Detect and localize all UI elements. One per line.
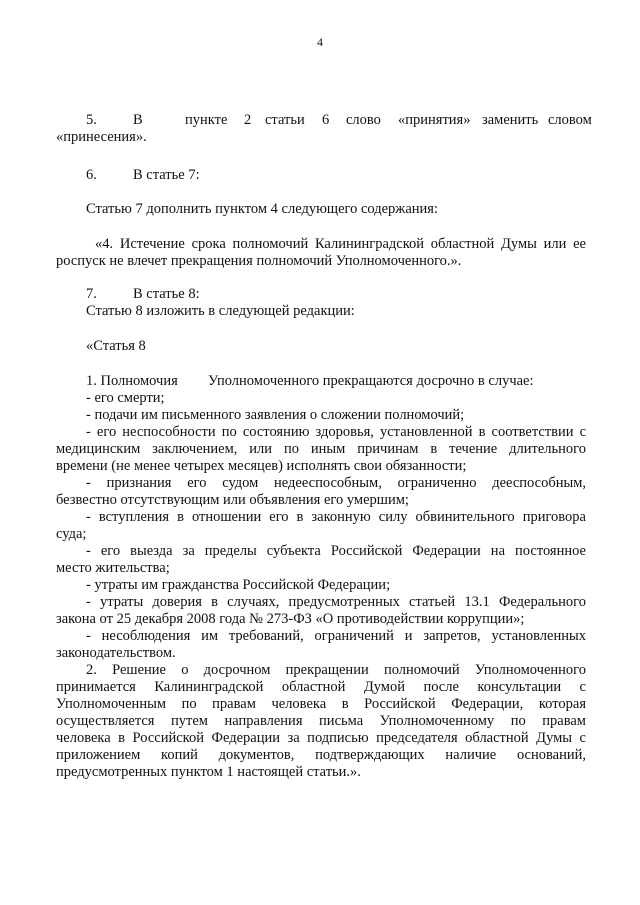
item5-line2: «принесения». bbox=[56, 129, 147, 145]
p1-line-13: - утраты доверия в случаях, предусмотренных статьей 13.1 Федерального bbox=[86, 594, 586, 610]
p2-line-4: осуществляется путем направления письма Уполномоченному по правам bbox=[56, 713, 586, 729]
p2-line-5: человека в Российской Федерации за подписью председателя областной Думы с bbox=[56, 730, 586, 746]
p1-line-8: - вступления в отношении его в законную силу обвинительного приговора bbox=[86, 509, 586, 525]
p2-line-3: Уполномоченным по правам человека в Российской Федерации, которая bbox=[56, 696, 586, 712]
p2-line-1: 2. Решение о досрочном прекращении полномочий Уполномоченного bbox=[86, 662, 586, 678]
p1-line-9: суда; bbox=[56, 526, 87, 542]
p1-line-12: - утраты им гражданства Российской Федерации; bbox=[86, 577, 391, 593]
p2-line-7: предусмотренных пунктом 1 настоящей статьи.». bbox=[56, 764, 361, 780]
item5-word-1: В bbox=[133, 112, 143, 128]
item5-word-4: статьи bbox=[265, 112, 305, 128]
item5-word-9: словом bbox=[548, 112, 592, 128]
p1-line-15: - несоблюдения им требований, ограничений и запретов, установленных bbox=[86, 628, 586, 644]
article7-quote-line2: роспуск не влечет прекращения полномочий Уполномоченного.». bbox=[56, 253, 462, 269]
item6-text: В статье 7: bbox=[133, 167, 200, 183]
p1-line-11: место жительства; bbox=[56, 560, 170, 576]
p1-line-2: - подачи им письменного заявления о сложении полномочий; bbox=[86, 407, 465, 423]
page-number: 4 bbox=[317, 35, 323, 49]
article7-quote-line1: «4. Истечение срока полномочий Калининградской областной Думы или ее bbox=[95, 236, 586, 252]
p1-line-6: - признания его судом недееспособным, ограниченно дееспособным, bbox=[86, 475, 586, 491]
item5-word-7: «принятия» bbox=[398, 112, 471, 128]
item5-number: 5. bbox=[86, 112, 97, 128]
p1-line-7: безвестно отсутствующим или объявления его умершим; bbox=[56, 492, 409, 508]
item5-word-6: слово bbox=[346, 112, 381, 128]
p1-line-4: медицинским заключением, или по иным причинам в течение длительного bbox=[56, 441, 586, 457]
item5-word-5: 6 bbox=[322, 112, 330, 128]
p2-line-6: приложением копий документов, подтверждающих наличие оснований, bbox=[56, 747, 586, 763]
item5-word-3: 2 bbox=[244, 112, 252, 128]
item7-text: В статье 8: bbox=[133, 286, 200, 302]
p1-lead-a: 1. Полномочия bbox=[86, 373, 178, 389]
p1-line-5: времени (не менее четырех месяцев) исполнять свои обязанности; bbox=[56, 458, 467, 474]
item7-intro: Статью 8 изложить в следующей редакции: bbox=[86, 303, 355, 319]
item5-word-2: пункте bbox=[185, 112, 228, 128]
p1-lead-b: Уполномоченного прекращаются досрочно в случае: bbox=[208, 373, 534, 389]
p1-line-10: - его выезда за пределы субъекта Российской Федерации на постоянное bbox=[86, 543, 586, 559]
p1-line-3: - его неспособности по состоянию здоровья, установленной в соответствии с bbox=[86, 424, 586, 440]
p1-line-14: закона от 25 декабря 2008 года № 273-ФЗ «О противодействии коррупции»; bbox=[56, 611, 525, 627]
p2-line-2: принимается Калининградской областной Думой после консультации с bbox=[56, 679, 586, 695]
article7-intro: Статью 7 дополнить пунктом 4 следующего содержания: bbox=[86, 201, 438, 217]
item6-number: 6. bbox=[86, 167, 97, 183]
article8-title: «Статья 8 bbox=[86, 338, 146, 354]
item7-number: 7. bbox=[86, 286, 97, 302]
p1-line-1: - его смерти; bbox=[86, 390, 165, 406]
item5-word-8: заменить bbox=[482, 112, 539, 128]
p1-line-16: законодательством. bbox=[56, 645, 176, 661]
